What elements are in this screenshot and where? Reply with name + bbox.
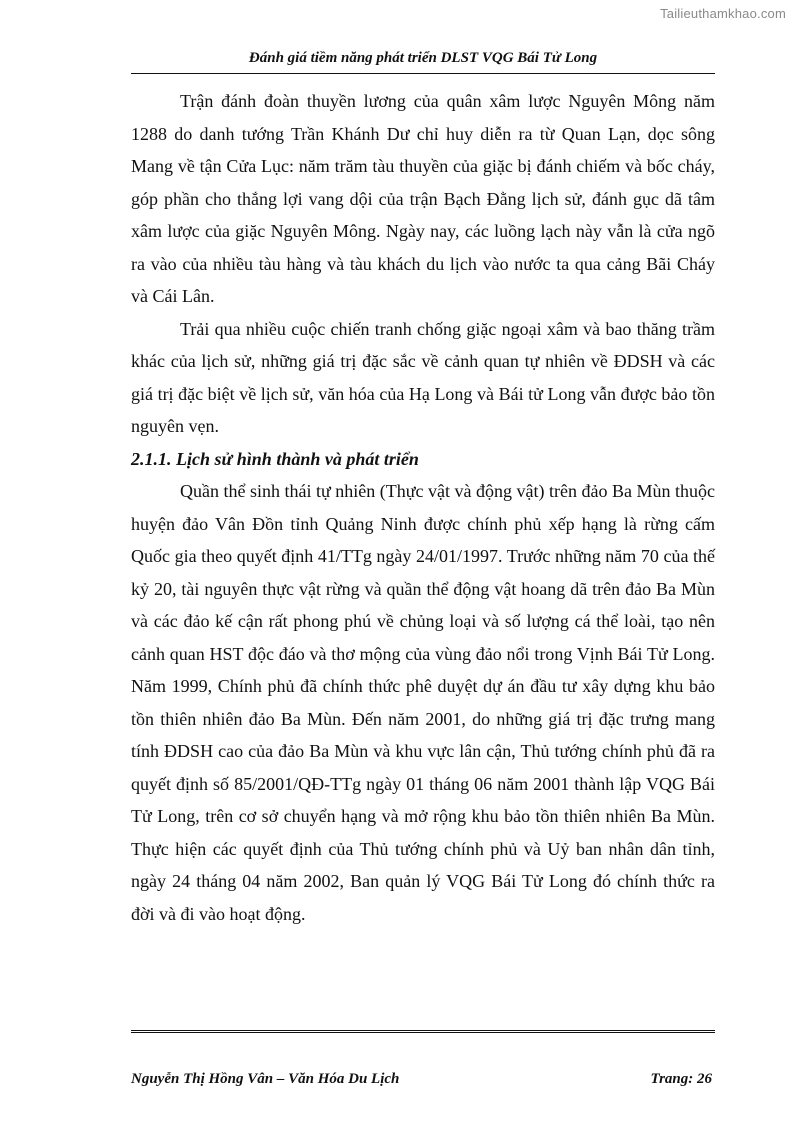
paragraph: Quần thể sinh thái tự nhiên (Thực vật và động vật) trên đảo Ba Mùn thuộc huyện đảo Vân Đồn tỉnh Quảng Ninh được chính phủ xếp hạng là rừng cấm Quốc gia theo quyết định 41/TTg ngày 24/01/1997. Trước những năm 70 của thế kỷ 20, tài nguyên thực vật rừng và quần thể động vật hoang dã trên đảo Ba Mùn và các đảo kế cận rất phong phú về chủng loại và số lượng cá thể loài, tạo nên cảnh quan HST độc đáo và thơ mộng của vùng đảo nổi trong Vịnh Bái Tử Long. Năm 1999, Chính phủ đã chính thức phê duyệt dự án đầu tư xây dựng khu bảo tồn thiên nhiên đảo Ba Mùn. Đến năm 2001, do những giá trị đặc trưng mang tính ĐDSH cao của đảo Ba Mùn và khu vực lân cận, Thủ tướng chính phủ đã ra quyết định số 85/2001/QĐ-TTg ngày 01 tháng 06 năm 2001 thành lập VQG Bái Tử Long, trên cơ sở chuyển hạng và mở rộng khu bảo tồn thiên nhiên Ba Mùn. Thực hiện các quyết định của Thủ tướng chính phủ và Uỷ ban nhân dân tỉnh, ngày 24 tháng 04 năm 2002, Ban quản lý VQG Bái Tử Long đó chính thức ra đời và đi vào hoạt động. xyxy=(131,481,715,924)
paragraph: Trận đánh đoàn thuyền lương của quân xâm lược Nguyên Mông năm 1288 do danh tướng Trần Khánh Dư chỉ huy diễn ra từ Quan Lạn, dọc sông Mang về tận Cửa Lục: năm trăm tàu thuyền của giặc bị đánh chiếm và bốc cháy, góp phần cho thắng lợi vang dội của trận Bạch Đằng lịch sử, đánh gục dã tâm xâm lược của giặc Nguyên Mông. Ngày nay, các luồng lạch này vẫn là cửa ngõ ra vào của nhiều tàu hàng và tàu khách du lịch vào nước ta qua cảng Bãi Cháy và Cái Lân. xyxy=(131,91,715,306)
section-heading: 2.1.1. Lịch sử hình thành và phát triển xyxy=(131,448,419,469)
header-divider xyxy=(131,73,715,74)
page-header-title: Đánh giá tiềm năng phát triển DLST VQG Bái Tử Long xyxy=(248,50,598,66)
page-number: Trang: 26 xyxy=(650,1071,712,1087)
footer-author: Nguyễn Thị Hồng Vân – Văn Hóa Du Lịch xyxy=(131,1071,400,1087)
watermark-text: Tailieuthamkhao.com xyxy=(660,6,786,21)
paragraph: Trải qua nhiều cuộc chiến tranh chống giặc ngoại xâm và bao thăng trầm khác của lịch sử, những giá trị đặc sắc về cảnh quan tự nhiên về ĐDSH và các giá trị đặc biệt về lịch sử, văn hóa của Hạ Long và Bái tử Long vẫn được bảo tồn nguyên vẹn. xyxy=(131,318,715,436)
document-body xyxy=(131,85,715,930)
footer-divider xyxy=(131,1030,715,1033)
